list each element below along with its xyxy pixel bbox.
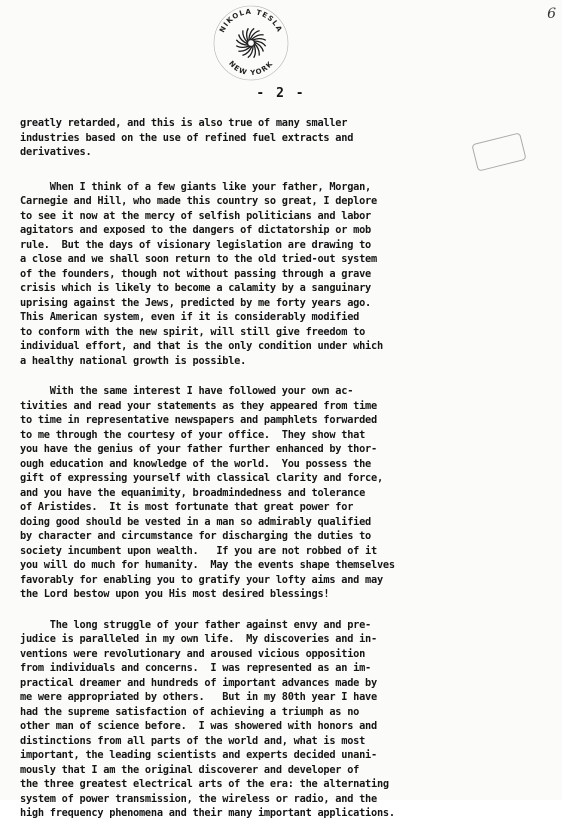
text-line: doing good should be vested in a man so admirably qualified xyxy=(20,515,372,528)
text-line: by character and circumstance for discharging the duties to xyxy=(20,530,372,542)
text-line: With the same interest I have followed your own ac- xyxy=(20,385,354,397)
nikola-tesla-seal xyxy=(212,4,290,82)
text-line: a close and we shall soon return to the old tried-out system xyxy=(20,253,377,265)
svg-text:NIKOLA TESLA xyxy=(218,8,284,34)
text-line: ventions were revolutionary and aroused vicious opposition xyxy=(20,647,366,660)
text-line: important, the leading scientists and experts decided unani- xyxy=(20,749,377,761)
text-line: system of power transmission, the wireless or radio, and the xyxy=(20,792,377,805)
text-line: you will do much for humanity. May the events shape themselves xyxy=(20,559,395,571)
text-line: the three greatest electrical arts of the era: the alternating xyxy=(20,778,389,790)
page-number: - 2 - xyxy=(256,86,306,101)
text-line: had the supreme satisfaction of achieving a triumph as no xyxy=(20,705,360,718)
text-line: a healthy national growth is possible. xyxy=(20,354,247,367)
text-line: gift of expressing yourself with classical clarity and force, xyxy=(20,472,383,484)
text-line: you have the genius of your father further enhanced by thor- xyxy=(20,443,377,455)
text-line: tivities and read your statements as they appeared from time xyxy=(20,399,377,412)
seal-top-text: NIKOLA TESLA xyxy=(218,7,284,34)
text-line: the Lord bestow upon you His most desired blessings! xyxy=(20,588,330,600)
text-line: of Aristides. It is most fortunate that great power for xyxy=(20,501,354,513)
text-line: When I think of a few giants like your father, Morgan, xyxy=(20,180,372,193)
text-line: favorably for enabling you to gratify your lofty aims and may xyxy=(20,573,383,586)
paragraph-3 xyxy=(20,384,554,602)
text-line: mously that I am the original discoverer and developer of xyxy=(20,763,360,776)
text-line: industries based on the use of refined fuel extracts and xyxy=(20,131,354,144)
text-line: me were appropriated by others. But in my 80th year I have xyxy=(20,691,377,703)
letter-body xyxy=(20,116,554,837)
text-line: to see it now at the mercy of selfish politicians and labor xyxy=(20,209,372,222)
text-line: and you have the equanimity, broadmindedness and tolerance xyxy=(20,486,366,499)
paragraph-4 xyxy=(20,618,554,821)
swirl-arm xyxy=(252,39,266,41)
text-line: uprising against the Jews, predicted by me forty years ago. xyxy=(20,296,372,309)
text-line: judice is paralleled in my own life. My discoveries and in- xyxy=(20,633,377,645)
text-line: high frequency phenomena and their many important applications. xyxy=(20,807,395,819)
text-line: society incumbent upon wealth. If you are not robbed of it xyxy=(20,544,377,557)
text-line: The long struggle of your father against envy and pre- xyxy=(20,618,372,631)
text-line: from individuals and concerns. I was represented as an im- xyxy=(20,662,372,674)
text-line: of the founders, though not without passing through a grave xyxy=(20,267,372,280)
text-line: practical dreamer and hundreds of important advances made by xyxy=(20,676,377,689)
text-line: agitators and exposed to the dangers of dictatorship or mob xyxy=(20,224,372,236)
text-line: Carnegie and Hill, who made this country so great, I deplore xyxy=(20,195,377,207)
paragraph-1 xyxy=(20,116,554,160)
paragraph-2 xyxy=(20,180,554,369)
text-line: distinctions from all parts of the world and, what is most xyxy=(20,734,366,747)
text-line: greatly retarded, and this is also true of many smaller xyxy=(20,117,348,129)
text-line: other man of science before. I was showered with honors and xyxy=(20,720,377,732)
text-line: crisis which is likely to become a calamity by a sanguinary xyxy=(20,282,372,294)
text-line: This American system, even if it is considerably modified xyxy=(20,311,360,323)
text-line: to time in representative newspapers and pamphlets forwarded xyxy=(20,414,377,426)
swirl-arm xyxy=(254,44,256,58)
text-line: rule. But the days of visionary legislation are drawing to xyxy=(20,238,372,251)
text-line: derivatives. xyxy=(20,146,92,158)
seal-emblem-icon xyxy=(212,4,290,82)
swirl-arm xyxy=(247,28,249,42)
text-line: to me through the courtesy of your office. They show that xyxy=(20,428,366,441)
swirl-arm xyxy=(236,46,250,48)
seal-bottom-text: NEW YORK xyxy=(227,59,275,78)
text-line: individual effort, and that is the only condition under which xyxy=(20,340,383,352)
svg-text:NEW YORK xyxy=(227,59,275,77)
handwritten-page-mark: 6 xyxy=(547,6,556,22)
text-line: to conform with the new spirit, will still give freedom to xyxy=(20,325,366,338)
text-line: ough education and knowledge of the world. You possess the xyxy=(20,457,372,470)
